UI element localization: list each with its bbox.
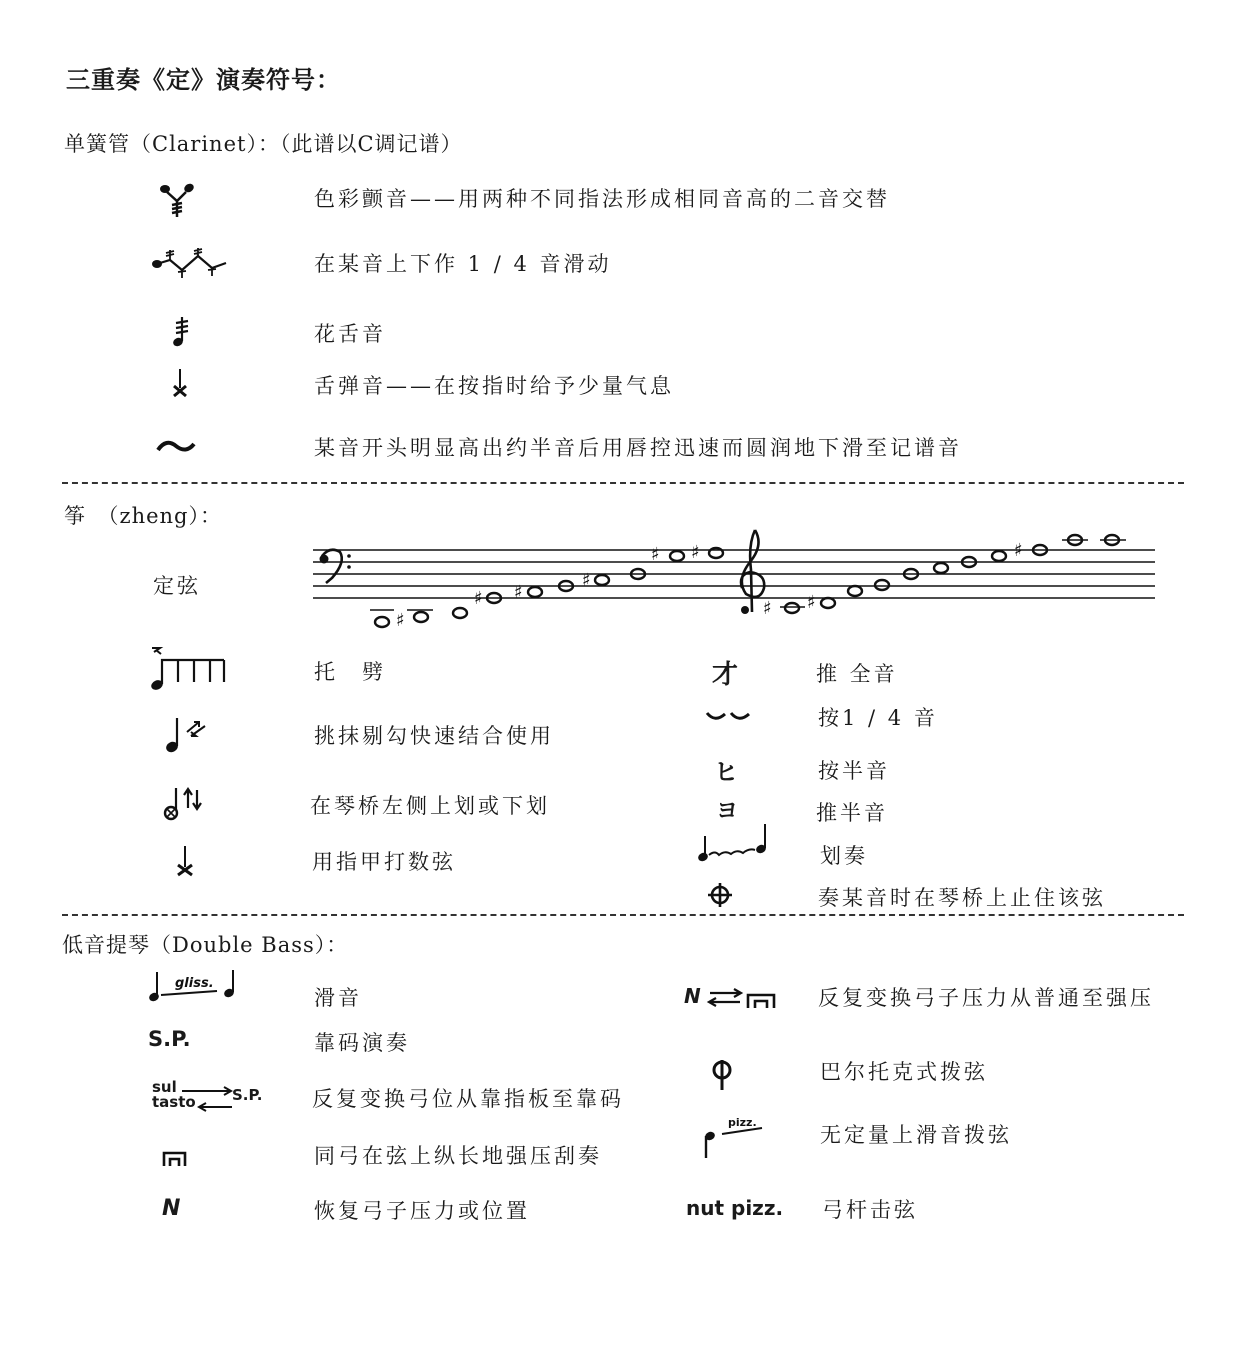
bass-left-item-3-text: 反复变换弓位从靠指板至靠码 <box>312 1087 624 1111</box>
bass-left-item-1-text: 滑音 <box>314 986 362 1010</box>
bass-right-item-4-text: 弓杆击弦 <box>822 1198 918 1222</box>
zheng-right-item-6-text: 奏某音时在琴桥上止住该弦 <box>818 886 1106 910</box>
zheng-tuning-label: 定弦 <box>153 574 201 598</box>
clarinet-item-4-text: 舌弹音——在按指时给予少量气息 <box>314 374 674 398</box>
bass-right-item-2-text: 巴尔托克式拨弦 <box>820 1060 988 1084</box>
zheng-right-item-3-text: 按半音 <box>818 759 890 783</box>
svg-text:♯: ♯ <box>396 610 405 631</box>
nut-pizz-icon: nut pizz. <box>686 1196 784 1220</box>
press-quarter-icon <box>705 710 753 724</box>
svg-text:gliss.: gliss. <box>175 976 214 991</box>
svg-text:♯: ♯ <box>651 544 660 565</box>
normal-icon: N <box>162 1196 181 1221</box>
zheng-right-item-2-text: 按1 / 4 音 <box>818 706 938 730</box>
zheng-left-item-1-text: 托 劈 <box>314 660 386 684</box>
sul-tasto-to-sp-icon: sul tasto S.P. <box>152 1078 263 1111</box>
svg-text:♯: ♯ <box>1014 540 1023 561</box>
zheng-left-item-4-text: 用指甲打数弦 <box>312 850 456 874</box>
bass-right-item-1-text: 反复变换弓子压力从普通至强压 <box>818 986 1154 1010</box>
clarinet-item-1-text: 色彩颤音——用两种不同指法形成相同音高的二音交替 <box>314 187 890 211</box>
clarinet-item-3-text: 花舌音 <box>314 322 386 346</box>
treble-clef-icon <box>741 530 764 614</box>
clarinet-item-5-text: 某音开头明显高出约半音后用唇控迅速而圆润地下滑至记谱音 <box>314 436 962 460</box>
zheng-left-item-2-text: 挑抹剔勾快速结合使用 <box>314 724 554 748</box>
clarinet-item-2-text: 在某音上下作 1 / 4 音滑动 <box>314 252 612 276</box>
push-whole-icon: 才 <box>712 660 739 690</box>
svg-text:pizz.: pizz. <box>728 1116 757 1129</box>
bass-left-item-4-text: 同弓在弦上纵长地强压刮奏 <box>314 1144 602 1168</box>
push-half-icon: ヨ <box>716 799 739 824</box>
zheng-right-item-1-text: 推 全音 <box>816 662 898 686</box>
bass-heading: 低音提琴（Double Bass）： <box>62 933 349 957</box>
clarinet-heading: 单簧管（Clarinet）：（此谱以C调记谱） <box>64 132 463 156</box>
zheng-right-item-5-text: 划奏 <box>820 844 868 868</box>
svg-text:♯: ♯ <box>691 542 700 563</box>
bass-clef-icon <box>320 550 351 583</box>
stop-string-icon <box>707 882 733 908</box>
svg-text:♯: ♯ <box>514 582 523 603</box>
pizz-gliss-icon <box>700 1114 772 1160</box>
nail-strike-icon <box>174 845 198 877</box>
n-to-pressure-icon: N <box>684 984 780 1010</box>
zheng-right-item-4-text: 推半音 <box>816 801 888 825</box>
press-half-icon: ヒ <box>714 758 738 786</box>
bartok-pizz-icon <box>710 1058 734 1092</box>
tuo-pi-icon <box>148 642 228 692</box>
svg-text:♯: ♯ <box>474 588 483 609</box>
updown-arrows-icon <box>162 786 208 822</box>
bass-right-item-3-text: 无定量上滑音拨弦 <box>820 1123 1012 1147</box>
tiao-mo-ti-gou-icon <box>163 716 211 756</box>
overpressure-icon <box>162 1150 188 1168</box>
svg-text:♯: ♯ <box>582 570 591 591</box>
zheng-tuning-staff <box>0 0 1236 660</box>
bass-left-item-2-text: 靠码演奏 <box>314 1031 410 1055</box>
gliss-icon <box>147 968 239 1002</box>
bass-left-item-5-text: 恢复弓子压力或位置 <box>314 1199 530 1223</box>
sul-ponticello-icon: S.P. <box>148 1027 191 1051</box>
zheng-left-item-3-text: 在琴桥左侧上划或下划 <box>310 794 550 818</box>
section-divider <box>62 914 1184 916</box>
page-title: 三重奏《定》演奏符号： <box>66 66 341 94</box>
glissando-stroke-icon <box>697 822 771 862</box>
svg-text:♯: ♯ <box>763 598 772 619</box>
zheng-heading: 筝 （zheng）： <box>64 504 222 528</box>
svg-text:♯: ♯ <box>807 592 816 613</box>
